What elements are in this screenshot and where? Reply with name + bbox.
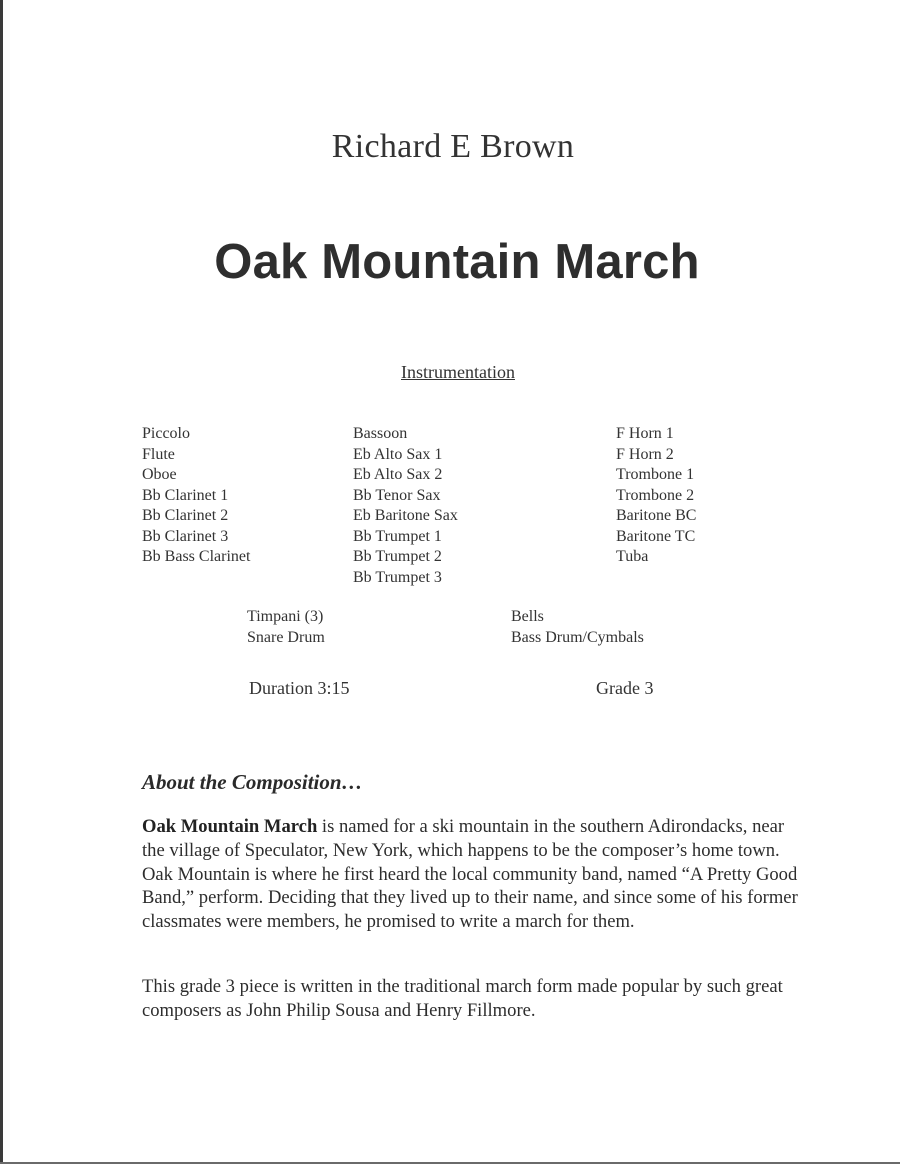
instrument-item: Bassoon: [353, 425, 408, 442]
instrument-item: Baritone TC: [616, 527, 696, 545]
instrument-item: Snare Drum: [247, 628, 325, 646]
percussion-column-right: [511, 607, 644, 648]
instrument-column-low-brass: [616, 424, 696, 568]
instrument-item: Bb Trumpet 2: [353, 548, 442, 565]
instrument-item: Bells: [511, 608, 544, 625]
instrument-item: Bass Drum/Cymbals: [511, 628, 644, 646]
about-paragraph-2: This grade 3 piece is written in the traditional march form made popular by such great composers as John Philip Sousa and Henry Fillmore.: [142, 976, 783, 1021]
instrument-item: Eb Alto Sax 1: [353, 445, 443, 463]
instrument-item: Baritone BC: [616, 507, 697, 524]
grade-label: Grade 3: [596, 678, 654, 698]
instrument-item: Oboe: [142, 466, 177, 483]
instrument-item: Eb Baritone Sax: [353, 507, 458, 524]
instrument-item: F Horn 2: [616, 445, 674, 463]
instrument-item: Bb Trumpet 1: [353, 527, 442, 545]
instrument-item: Bb Clarinet 1: [142, 486, 229, 504]
instrument-item: F Horn 1: [616, 425, 674, 442]
page-title: Oak Mountain March: [214, 235, 700, 289]
instrument-item: Flute: [142, 445, 175, 463]
instrument-item: Trombone 1: [616, 466, 695, 483]
instrument-item: Timpani (3): [247, 608, 324, 625]
instrument-item: Trombone 2: [616, 486, 695, 504]
instrument-item: Bb Clarinet 3: [142, 527, 229, 545]
about-paragraph-1: [142, 815, 802, 934]
page-edge-left: [0, 0, 3, 1164]
instrument-column-woodwinds: [142, 424, 250, 568]
duration-label: Duration 3:15: [249, 678, 350, 698]
instrument-item: Bb Trumpet 3: [353, 568, 442, 586]
instrument-item: Piccolo: [142, 425, 190, 442]
piece-title-inline: Oak Mountain March: [142, 816, 318, 837]
instrumentation-heading: Instrumentation: [401, 362, 515, 382]
about-paragraph-1-text: is named for a ski mountain in the southern Adirondacks, near the village of Speculator, New York, which happens to be the composer’s home town. Oak Mountain is where he first heard the local community band, named “A Pretty Good Band,” perform. Deciding that they lived up to their name, and since some of his former classmates were members, he promised to write a march for them.: [142, 816, 798, 933]
percussion-column-left: [247, 607, 325, 648]
instrument-column-saxes-trumpets: [353, 424, 458, 588]
instrument-item: Bb Tenor Sax: [353, 486, 441, 504]
instrument-item: Eb Alto Sax 2: [353, 466, 443, 483]
composer-name: Richard E Brown: [331, 128, 575, 165]
about-heading: About the Composition…: [142, 770, 363, 794]
instrument-item: Bb Clarinet 2: [142, 507, 229, 524]
instrument-item: Tuba: [616, 548, 649, 565]
instrument-item: Bb Bass Clarinet: [142, 548, 251, 565]
